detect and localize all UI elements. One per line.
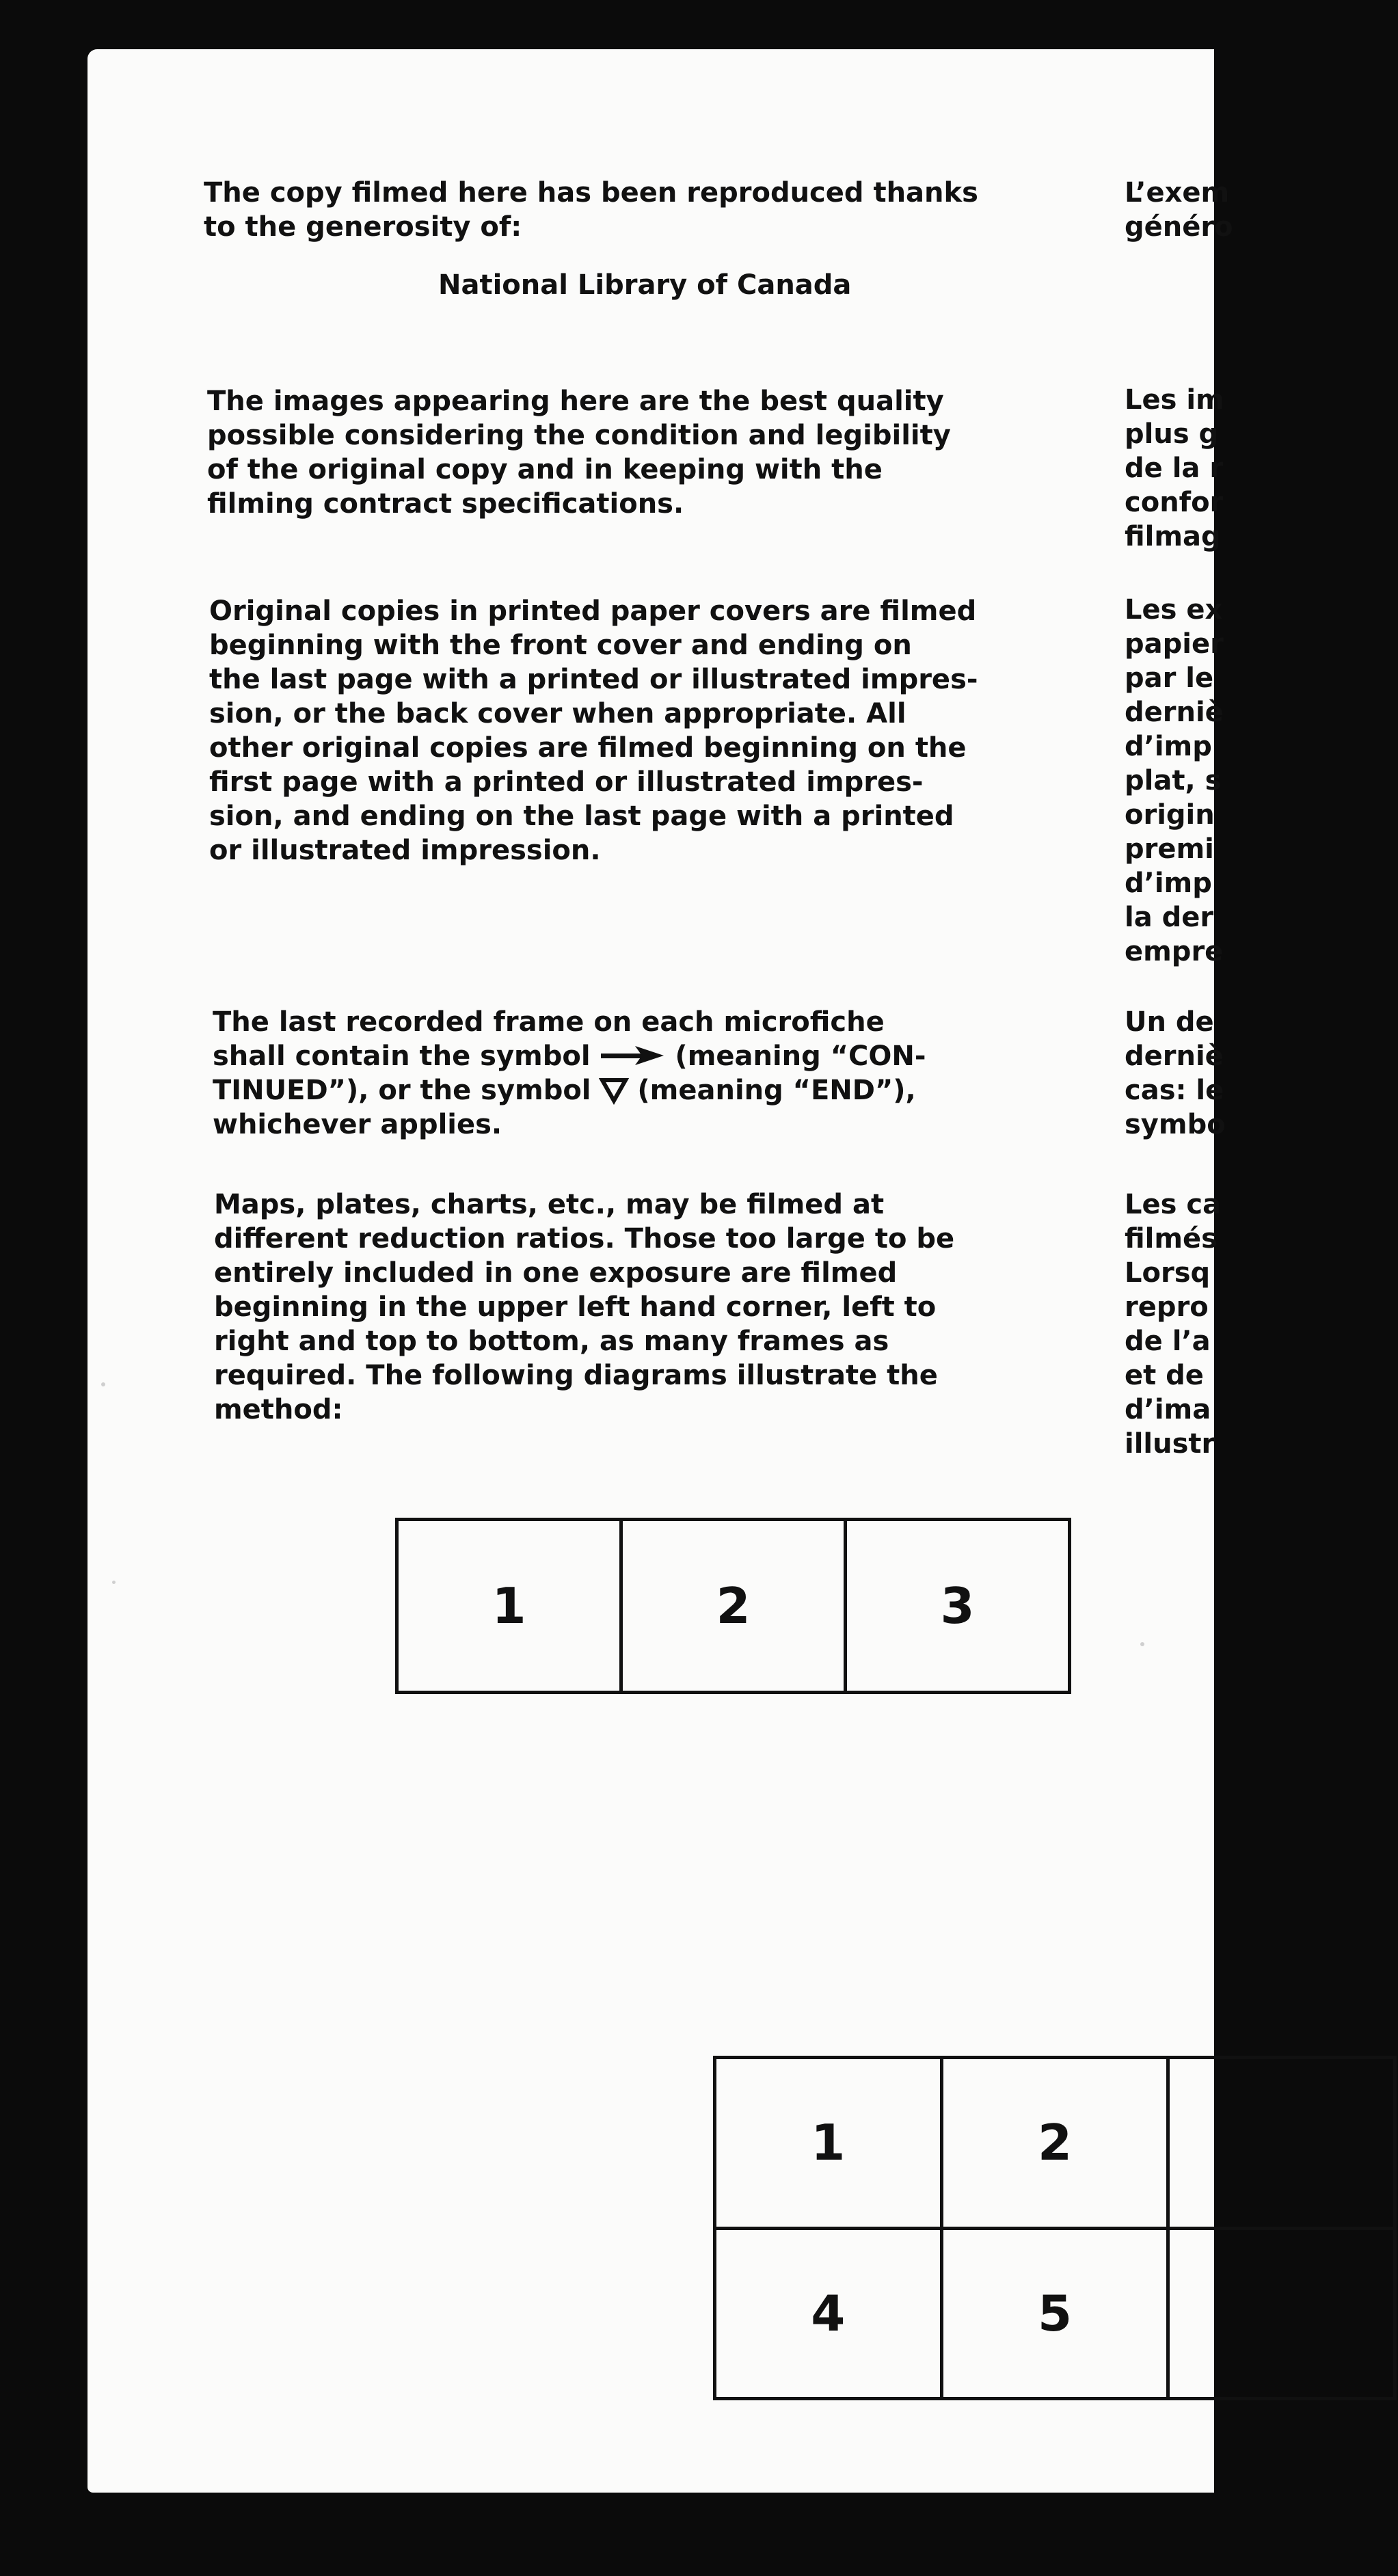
symbols-line-2 [213, 1039, 1053, 1073]
scan-speck [1140, 1642, 1144, 1646]
end-triangle-icon [600, 1076, 628, 1103]
frame-cell: 1 [715, 2058, 942, 2229]
symbols-line-2-end: (meaning “CON- [665, 1041, 926, 1072]
symbols-line-3-end: (meaning “END”), [628, 1075, 916, 1106]
scan-speck [101, 1382, 105, 1386]
frame-cell: 1 [397, 1520, 621, 1693]
fr-maps-paragraph: Les ca filmés Lorsq repro de l’a et de d’ima illustr [1125, 1189, 1222, 1460]
frame-cell: 3 [846, 1520, 1070, 1693]
frame-cell: 5 [941, 2228, 1168, 2399]
quality-paragraph: The images appearing here are the best quality possible considering the condition and legibility of the original copy and in keeping with the filming contract specifications. [207, 386, 951, 520]
frame-cell [1168, 2228, 1395, 2399]
frame-cell: 2 [941, 2058, 1168, 2229]
symbols-line-4: whichever applies. [213, 1109, 502, 1140]
frame-cell: 2 [621, 1520, 846, 1693]
fr-quality-paragraph: Les im plus g de la r confor filmag [1125, 384, 1224, 552]
symbols-paragraph [213, 1005, 1053, 1142]
thanks-text: The copy filmed here has been reproduced thanks to the generosity of: [204, 177, 978, 243]
symbols-line-2-start: shall contain the symbol [213, 1041, 600, 1072]
institution-name: National Library of Canada [438, 269, 852, 301]
fr-covers-paragraph: Les ex papier par le derniè d’imp plat, s origin premi d’imp la der empre [1125, 594, 1224, 967]
covers-paragraph: Original copies in printed paper covers are filmed beginning with the front cover and ending on the last page with a printed or illustrated impres- sion, or the back cover when appropriate. All other original copies are filmed beginning on the first page with a printed or illustrated impres- sion, and ending on the last page with a printed or illustrated impression. [209, 595, 978, 866]
document-page [88, 49, 1233, 2493]
frame-grid-diagram [713, 2056, 1397, 2400]
fr-thanks-text: L’exem généro [1125, 177, 1233, 243]
continued-arrow-icon [600, 1042, 665, 1069]
frame-row-diagram [395, 1518, 1071, 1694]
frame-cell [1168, 2058, 1395, 2229]
symbols-line-1: The last recorded frame on each microfiche [213, 1006, 885, 1038]
symbols-line-3-start: TINUED”), or the symbol [213, 1075, 601, 1106]
maps-paragraph: Maps, plates, charts, etc., may be filmed at different reduction ratios. Those too large to be entirely included in one exposure are filmed beginning in the upper left hand corner, left to right and top to bottom, as many frames as required. The following diagrams illustrate the method: [214, 1189, 955, 1425]
scan-speck [112, 1581, 116, 1584]
fr-symbols-paragraph: Un de derniè cas: le symbo [1125, 1006, 1226, 1140]
symbols-line-3 [213, 1073, 1053, 1108]
frame-cell: 4 [715, 2228, 942, 2399]
